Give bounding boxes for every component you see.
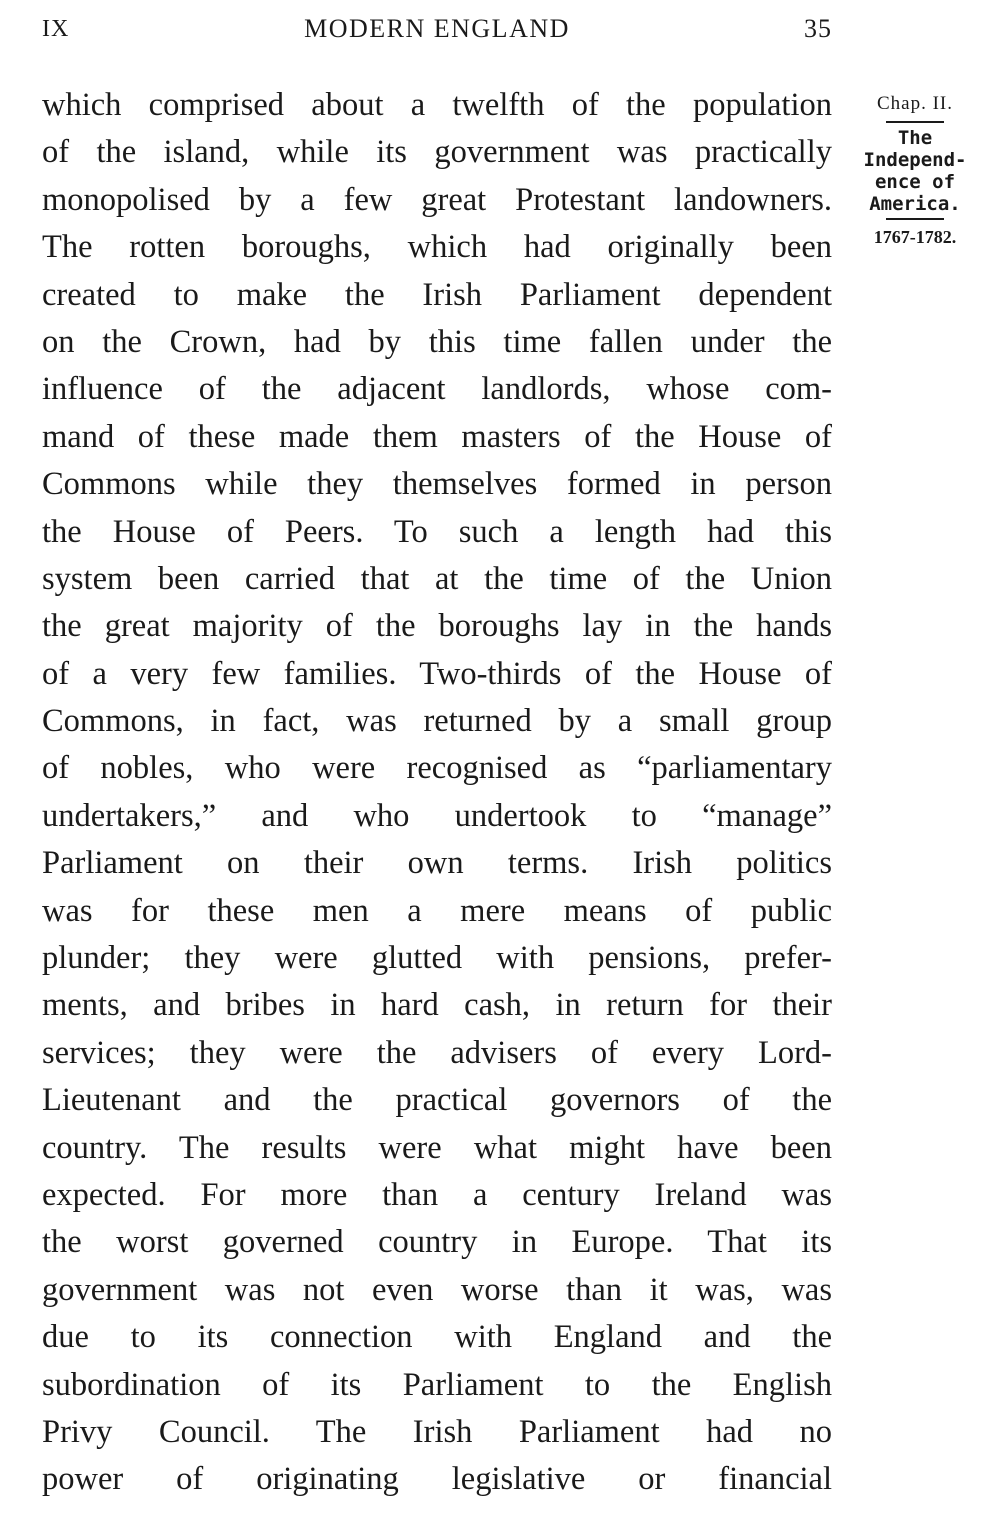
margin-topic-line: ence of xyxy=(874,171,956,193)
margin-topic-line: America. xyxy=(869,193,961,215)
text-line: power of originating legislative or financial xyxy=(42,1461,832,1498)
text-line: of the island, while its government was practically xyxy=(42,134,832,171)
page-number: 35 xyxy=(804,14,832,43)
body-text xyxy=(42,82,832,1504)
text-line: due to its connection with England and the xyxy=(42,1319,832,1356)
text-line: on the Crown, had by this time fallen under the xyxy=(42,323,832,360)
margin-topic-line: Independ- xyxy=(863,149,967,171)
text-line: the worst governed country in Europe. That its xyxy=(42,1224,832,1261)
running-title: MODERN ENGLAND xyxy=(304,14,570,43)
text-line: which comprised about a twelfth of the population xyxy=(42,87,832,123)
text-line: Parliament on their own terms. Irish politics xyxy=(42,845,832,882)
text-line: services; they were the advisers of every Lord- xyxy=(42,1034,832,1071)
margin-note xyxy=(852,90,978,250)
text-line: the House of Peers. To such a length had this xyxy=(42,513,832,550)
margin-rule-divider xyxy=(886,121,944,123)
text-line: country. The results were what might have been xyxy=(42,1129,832,1166)
text-line: system been carried that at the time of the Union xyxy=(42,560,832,597)
chapter-numeral: IX xyxy=(42,16,70,42)
text-line: The rotten boroughs, which had originally been xyxy=(42,229,832,266)
text-line: subordination of its Parliament to the English xyxy=(42,1366,832,1403)
text-line: undertakers,” and who undertook to “manage” xyxy=(42,797,832,834)
text-line: the great majority of the boroughs lay in the hands xyxy=(42,608,832,645)
text-line: of a very few families. Two-thirds of the House of xyxy=(42,655,832,692)
margin-topic xyxy=(852,127,978,215)
text-line: mand of these made them masters of the House of xyxy=(42,418,832,455)
text-line: government was not even worse than it was, was xyxy=(42,1271,832,1308)
text-line: created to make the Irish Parliament dependent xyxy=(42,276,832,313)
margin-chapter-label: Chap. II. xyxy=(876,93,953,114)
margin-dates: 1767-1782. xyxy=(873,227,957,247)
text-line: Commons while they themselves formed in person xyxy=(42,466,832,503)
text-line: ments, and bribes in hard cash, in return for their xyxy=(42,987,832,1024)
margin-rule-divider xyxy=(886,218,944,220)
margin-topic-line: The xyxy=(897,127,933,149)
text-line: Commons, in fact, was returned by a small group xyxy=(42,703,832,740)
text-line: was for these men a mere means of public xyxy=(42,892,832,929)
text-line: Privy Council. The Irish Parliament had no xyxy=(42,1413,832,1450)
text-line: expected. For more than a century Ireland was xyxy=(42,1176,832,1213)
text-line: influence of the adjacent landlords, whose com- xyxy=(42,371,832,408)
text-line: monopolised by a few great Protestant landowners. xyxy=(42,181,832,218)
text-line: of nobles, who were recognised as “parliamentary xyxy=(42,750,832,787)
running-header xyxy=(42,14,832,48)
text-line: Lieutenant and the practical governors of the xyxy=(42,1082,832,1119)
text-line: plunder; they were glutted with pensions, prefer- xyxy=(42,940,832,977)
